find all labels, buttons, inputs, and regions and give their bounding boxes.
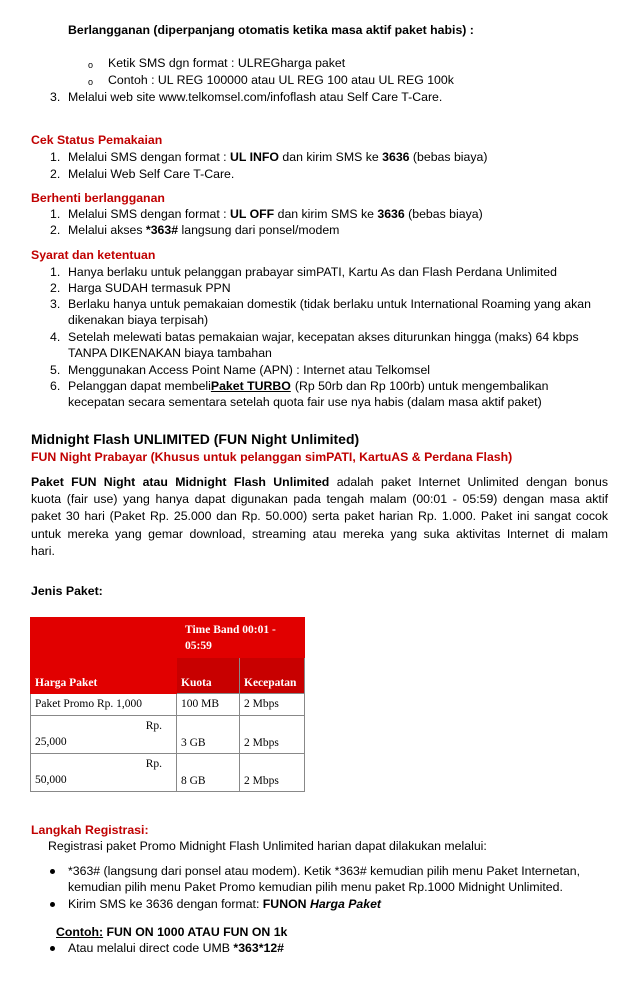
list-item-website: Melalui web site www.telkomsel.com/infoflash atau Self Care T-Care.: [68, 90, 443, 104]
list-number: 3.: [50, 297, 61, 311]
column-header-harga: Harga Paket: [31, 658, 177, 694]
table-cell: Paket Promo Rp. 1,000: [31, 694, 177, 716]
langkah-intro: Registrasi paket Promo Midnight Flash Unlimited harian dapat dilakukan melalui:: [48, 839, 487, 853]
bullet-icon: [50, 946, 55, 951]
syarat-heading: Syarat dan ketentuan: [31, 248, 156, 262]
list-item-cek-web: Melalui Web Self Care T-Care.: [68, 167, 235, 181]
table-cell: 2 Mbps: [240, 754, 305, 792]
table-cell: Rp. 50,000: [31, 754, 177, 792]
langkah-heading: Langkah Registrasi:: [31, 823, 149, 837]
time-band-header: Time Band 00:01 - 05:59: [177, 618, 305, 658]
jenis-paket-table: [30, 617, 305, 792]
list-number: 4.: [50, 330, 61, 344]
sub-item-format: Ketik SMS dgn format : ULREGharga paket: [108, 56, 346, 70]
list-number: 1.: [50, 150, 61, 164]
langkah-bullet-sms: Kirim SMS ke 3636 dengan format: FUNON Harga Paket: [68, 897, 382, 911]
table-cell: 3 GB: [177, 716, 240, 754]
table-cell: 2 Mbps: [240, 716, 305, 754]
list-number: 1.: [50, 265, 61, 279]
table-row: [31, 754, 305, 792]
list-item-syarat-6: Pelanggan dapat membeli Paket TURBO (Rp 50rb dan Rp 100rb) untuk mengembalikan kecepatan secara sementara setelah quota fair use nya habis (dalam masa aktif paket): [68, 379, 549, 409]
list-item-syarat-3: Berlaku hanya untuk pemakaian domestik (tidak berlaku untuk International Roaming yang akan dikenakan biaya terpisah): [68, 297, 591, 327]
list-item-syarat-4: Setelah melewati batas pemakaian wajar, kecepatan akses diturunkan hingga (maks) 64 kbps TANPA DIKENAKAN biaya tambahan: [68, 330, 579, 360]
table-row: [31, 694, 305, 716]
paket-turbo-link[interactable]: Paket TURBO: [210, 379, 291, 393]
list-item-cek-sms: Melalui SMS dengan format : UL INFO dan kirim SMS ke 3636 (bebas biaya): [68, 150, 488, 164]
table-cell: 100 MB: [177, 694, 240, 716]
list-item-berhenti-sms: Melalui SMS dengan format : UL OFF dan kirim SMS ke 3636 (bebas biaya): [68, 207, 483, 221]
jenis-paket-label: Jenis Paket:: [31, 584, 103, 598]
midnight-description: Paket FUN Night atau Midnight Flash Unlimited adalah paket Internet Unlimited dengan bonus kuota (fair use) yang hanya dapat digunakan pada tengah malam (00:01 - 05:59) dengan masa aktif paket 30 hari (Paket Rp. 25.000 dan Rp. 50.000) serta paket harian Rp. 1.000. Paket ini sangat cocok untuk mereka yang gemar download, streaming atau mereka yang suka aktivitas Internet di malam hari.: [31, 475, 609, 558]
list-number: 6.: [50, 379, 61, 393]
list-number: 2.: [50, 281, 61, 295]
midnight-title: Midnight Flash UNLIMITED (FUN Night Unlimited): [31, 431, 360, 447]
berlangganan-heading: Berlangganan (diperpanjang otomatis ketika masa aktif paket habis) :: [68, 23, 474, 37]
sub-item-contoh: Contoh : UL REG 100000 atau UL REG 100 atau UL REG 100k: [108, 73, 454, 87]
berhenti-heading: Berhenti berlangganan: [31, 191, 165, 205]
list-item-berhenti-akses: Melalui akses *363# langsung dari ponsel/modem: [68, 223, 340, 237]
sub-bullet-icon: o: [88, 60, 94, 70]
list-number: 1.: [50, 207, 61, 221]
table-header-empty: [31, 618, 177, 658]
list-number: 5.: [50, 363, 61, 377]
table-cell: 2 Mbps: [240, 694, 305, 716]
column-header-kuota: Kuota: [177, 658, 240, 694]
sub-bullet-icon: o: [88, 77, 94, 87]
table-cell: 8 GB: [177, 754, 240, 792]
list-item-syarat-1: Hanya berlaku untuk pelanggan prabayar simPATI, Kartu As dan Flash Perdana Unlimited: [68, 265, 557, 279]
list-number: 2.: [50, 167, 61, 181]
langkah-bullet-direct: Atau melalui direct code UMB *363*12#: [68, 941, 285, 955]
contoh-line: Contoh: FUN ON 1000 ATAU FUN ON 1k: [56, 925, 288, 939]
list-item-syarat-5: Menggunakan Access Point Name (APN) : Internet atau Telkomsel: [68, 363, 431, 377]
cek-status-heading: Cek Status Pemakaian: [31, 133, 163, 147]
list-number: 3.: [50, 90, 61, 104]
list-item-syarat-2: Harga SUDAH termasuk PPN: [68, 281, 231, 295]
bullet-icon: [50, 869, 55, 874]
bullet-icon: [50, 902, 55, 907]
table-row: [31, 716, 305, 754]
table-cell: Rp. 25,000: [31, 716, 177, 754]
list-number: 2.: [50, 223, 61, 237]
column-header-kecepatan: Kecepatan: [240, 658, 305, 694]
midnight-subtitle: FUN Night Prabayar (Khusus untuk pelanggan simPATI, KartuAS & Perdana Flash): [31, 450, 513, 464]
langkah-bullet-umb: *363# (langsung dari ponsel atau modem). Ketik *363# kemudian pilih menu Paket Internetan, kemudian pilih menu Paket Promo kemudian pilih menu paket Rp.1000 Midnight Unlimited.: [68, 864, 581, 894]
